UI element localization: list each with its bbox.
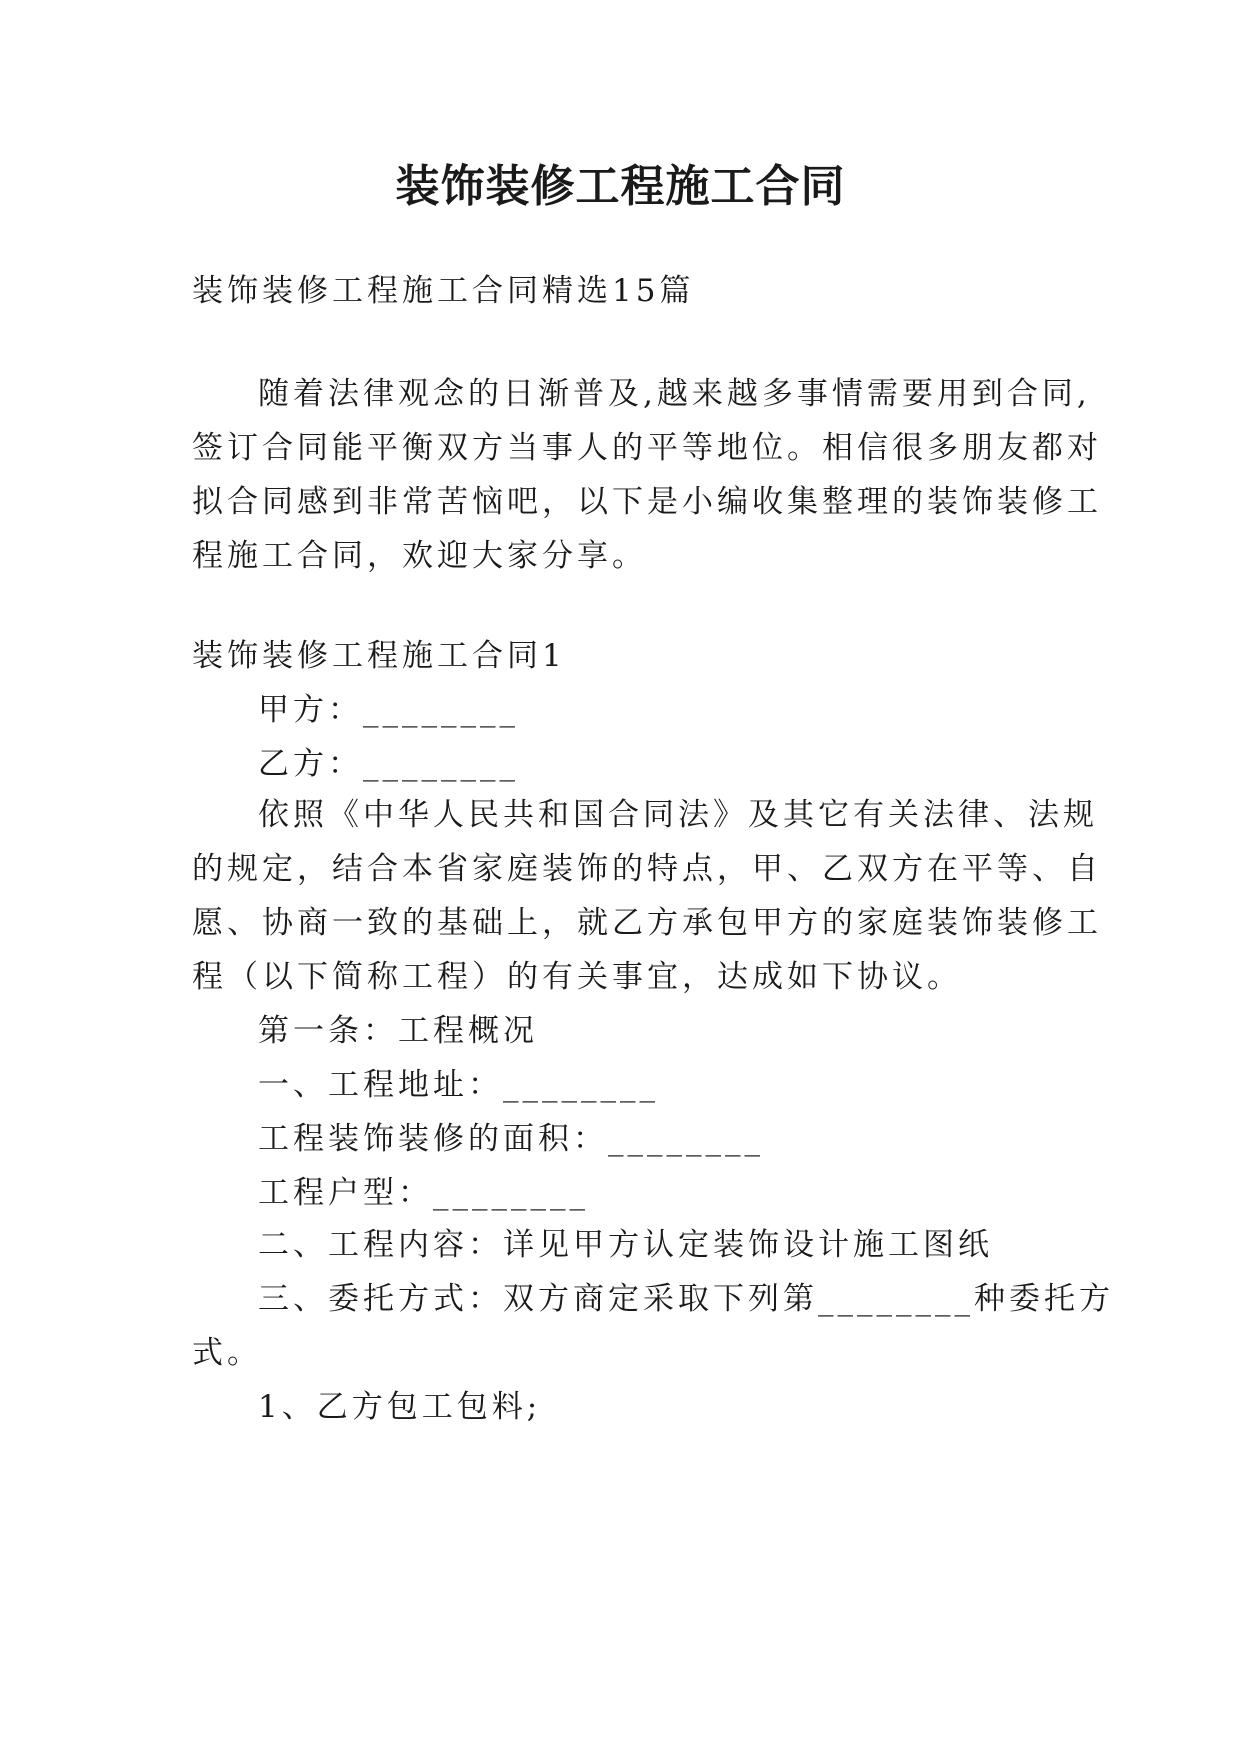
project-layout: 工程户型：________ (258, 1175, 589, 1211)
document-title: 装饰装修工程施工合同 (395, 161, 846, 212)
entrust-line-2: 式。 (192, 1335, 262, 1371)
project-content: 二、工程内容：详见甲方认定装饰设计施工图纸 (258, 1227, 993, 1263)
project-address: 一、工程地址：________ (258, 1067, 659, 1103)
section-heading: 装饰装修工程施工合同1 (192, 638, 566, 674)
basis-line-4: 程（以下简称工程）的有关事宜，达成如下协议。 (192, 959, 962, 995)
basis-line-2: 的规定，结合本省家庭装饰的特点，甲、乙双方在平等、自 (192, 851, 1102, 887)
basis-line-1: 依照《中华人民共和国合同法》及其它有关法律、法规 (258, 797, 1098, 833)
article-1-heading: 第一条：工程概况 (258, 1013, 538, 1049)
basis-line-3: 愿、协商一致的基础上，就乙方承包甲方的家庭装饰装修工 (192, 905, 1102, 941)
option-1: 1、乙方包工包料; (258, 1389, 542, 1425)
subtitle: 装饰装修工程施工合同精选15篇 (192, 273, 695, 309)
party-b: 乙方：________ (258, 746, 519, 782)
entrust-line-1: 三、委托方式：双方商定采取下列第________种委托方 (258, 1281, 1114, 1317)
intro-line-3: 拟合同感到非常苦恼吧，以下是小编收集整理的装饰装修工 (192, 484, 1102, 520)
intro-line-2: 签订合同能平衡双方当事人的平等地位。相信很多朋友都对 (192, 430, 1102, 466)
intro-line-4: 程施工合同，欢迎大家分享。 (192, 538, 647, 574)
intro-line-1: 随着法律观念的日渐普及,越来越多事情需要用到合同, (258, 376, 1091, 412)
party-a: 甲方：________ (258, 692, 519, 728)
project-area: 工程装饰装修的面积：________ (258, 1121, 764, 1157)
